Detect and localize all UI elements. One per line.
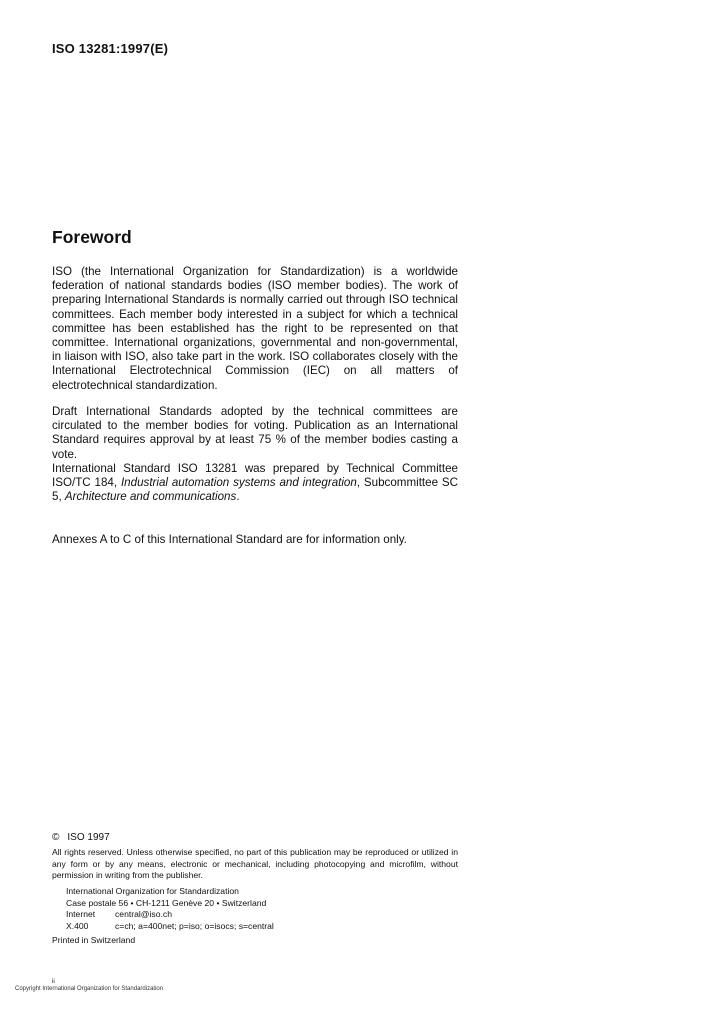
printed-in: Printed in Switzerland	[52, 935, 136, 945]
para3-text-2: , Subcommittee SC 5,	[52, 476, 459, 504]
publisher-address	[66, 886, 274, 932]
postal-address: Case postale 56 • CH-1211 Genève 20 • Switzerland	[66, 897, 267, 908]
para3-text-3: .	[236, 490, 240, 504]
publisher-name: International Organization for Standardization	[66, 886, 239, 896]
foreword-paragraph-1: ISO (the International Organization for Standardization) is a worldwide federation of national standards bodies (ISO member bodies). The work of preparing International Standards is normally carried out through ISO technical committees. Each member body interested in a subject for which a technical committee has been established has the right to be represented on that committee. International organizations, governmental and non-governmental, in liaison with ISO, also take part in the work. ISO collaborates closely with the International Electrotechnical Commission (IEC) on all matters of electrotechnical standardization.	[52, 265, 458, 392]
foreword-heading: Foreword	[52, 227, 132, 247]
x400-value: c=ch; a=400net; p=iso; o=isocs; s=central	[115, 920, 274, 931]
page-number: ii	[52, 979, 55, 985]
subcommittee-title: Architecture and communications	[64, 490, 237, 504]
document-id: ISO 13281:1997(E)	[52, 41, 169, 56]
para3-text-1: International Standard ISO 13281 was prepared by Technical Committee ISO/TC 184,	[52, 462, 458, 490]
copyright-text: ISO 1997	[67, 832, 110, 843]
internet-value: central@iso.ch	[115, 909, 172, 919]
footer-copyright: Copyright International Organization for Standardization	[15, 986, 164, 992]
foreword-paragraph-2: Draft International Standards adopted by the technical committees are circulated to the member bodies for voting. Publication as an International Standard requires approval by at least 75 % of the member bodies casting a vote.	[52, 405, 458, 461]
internet-row	[66, 909, 274, 921]
copyright-line	[52, 832, 110, 843]
x400-label: X.400	[66, 920, 89, 931]
x400-row	[66, 921, 274, 933]
rights-notice: All rights reserved. Unless otherwise specified, no part of this publication may be reproduced or utilized in any form or by any means, electronic or mechanical, including photocopying and microfilm, without permission in writing from the publisher.	[52, 847, 458, 880]
internet-label: Internet	[66, 909, 96, 919]
copyright-icon: ©	[52, 832, 60, 843]
committee-title: Industrial automation systems and integration	[120, 476, 357, 490]
foreword-paragraph-3	[52, 462, 458, 505]
foreword-paragraph-4: Annexes A to C of this International Standard are for information only.	[52, 533, 407, 546]
